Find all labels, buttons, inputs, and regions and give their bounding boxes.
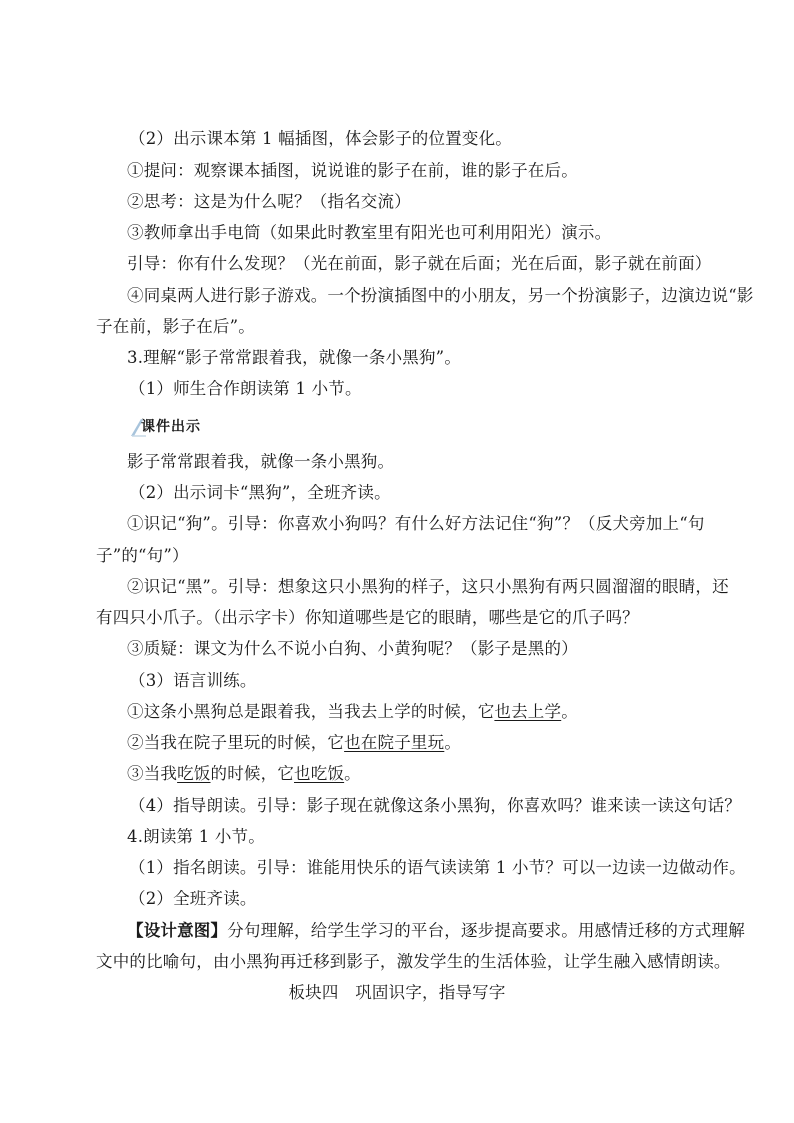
underlined-answer: 也去上学 xyxy=(494,702,562,721)
text-span: 。 xyxy=(561,702,578,721)
paragraph-line: 子”的“句”） xyxy=(96,546,189,565)
design-intent-label: 【设计意图】 xyxy=(127,921,228,940)
paragraph-line: （1）指名朗读。引导：谁能用快乐的语气读读第 1 小节？可以一边读一边做动作。 xyxy=(129,858,746,877)
paragraph-line: ①提问：观察课本插图，说说谁的影子在前，谁的影子在后。 xyxy=(127,161,578,180)
courseware-label: 课件出示 xyxy=(141,419,201,435)
text-span: 的时候，它 xyxy=(210,764,295,783)
text-span: ③当我 xyxy=(127,764,178,783)
underlined-answer: 也吃饭 xyxy=(294,764,345,783)
text-span: 。 xyxy=(344,764,361,783)
paragraph-line: 子在前，影子在后”。 xyxy=(96,317,255,336)
paragraph-line: 引导：你有什么发现？（光在前面，影子就在后面；光在后面，影子就在前面） xyxy=(127,254,712,273)
text-span: 分句理解，给学生学习的平台，逐步提高要求。用感情迁移的方式理解 xyxy=(227,921,745,940)
paragraph-line: ②识记“黑”。引导：想象这只小黑狗的样子，这只小黑狗有两只圆溜溜的眼睛，还 xyxy=(127,577,729,596)
section-heading: 4.朗读第 1 小节。 xyxy=(127,827,265,846)
quoted-sentence: 影子常常跟着我，就像一条小黑狗。 xyxy=(127,452,395,471)
paragraph-line: （2）出示词卡“黑狗”，全班齐读。 xyxy=(129,483,391,502)
paragraph-line: ④同桌两人进行影子游戏。一个扮演插图中的小朋友，另一个扮演影子，边演边说“影 xyxy=(127,286,754,305)
paragraph-line: ①识记“狗”。引导：你喜欢小狗吗？有什么好方法记住“狗”？（反犬旁加上“句 xyxy=(127,514,705,533)
paragraph-line: （2）出示课本第 1 幅插图，体会影子的位置变化。 xyxy=(129,129,512,148)
paragraph-line: （1）师生合作朗读第 1 小节。 xyxy=(129,379,362,398)
text-span: ②当我在院子里玩的时候，它 xyxy=(127,733,345,752)
underlined-answer: 也在院子里玩 xyxy=(344,733,445,752)
paragraph-line: （2）全班齐读。 xyxy=(129,889,257,908)
design-intent-line xyxy=(127,920,747,942)
practice-line xyxy=(127,701,747,723)
section-heading: 3.理解“影子常常跟着我，就像一条小黑狗”。 xyxy=(127,348,462,367)
paragraph-line: （4）指导朗读。引导：影子现在就像这条小黑狗，你喜欢吗？谁来读一读这句话？ xyxy=(129,796,741,815)
paragraph-line: ③质疑：课文为什么不说小白狗、小黄狗呢？（影子是黑的） xyxy=(127,639,578,658)
block-heading: 板块四 巩固识字，指导写字 xyxy=(288,983,506,1002)
paragraph-line: ②思考：这是为什么呢？（指名交流） xyxy=(127,192,411,211)
text-span: 。 xyxy=(444,733,462,752)
practice-line xyxy=(127,763,747,785)
paragraph-line: 文中的比喻句，由小黑狗再迁移到影子，激发学生的生活体验，让学生融入感情朗读。 xyxy=(96,952,731,971)
practice-line xyxy=(127,732,747,754)
paragraph-line: ③教师拿出手电筒（如果此时教室里有阳光也可利用阳光）演示。 xyxy=(127,223,612,242)
paragraph-line: （3）语言训练。 xyxy=(129,671,257,690)
paragraph-line: 有四只小爪子。（出示字卡）你知道哪些是它的眼睛，哪些是它的爪子吗？ xyxy=(96,608,639,627)
text-span: ①这条小黑狗总是跟着我，当我去上学的时候，它 xyxy=(127,702,495,721)
underlined-answer: 吃饭 xyxy=(177,764,211,783)
